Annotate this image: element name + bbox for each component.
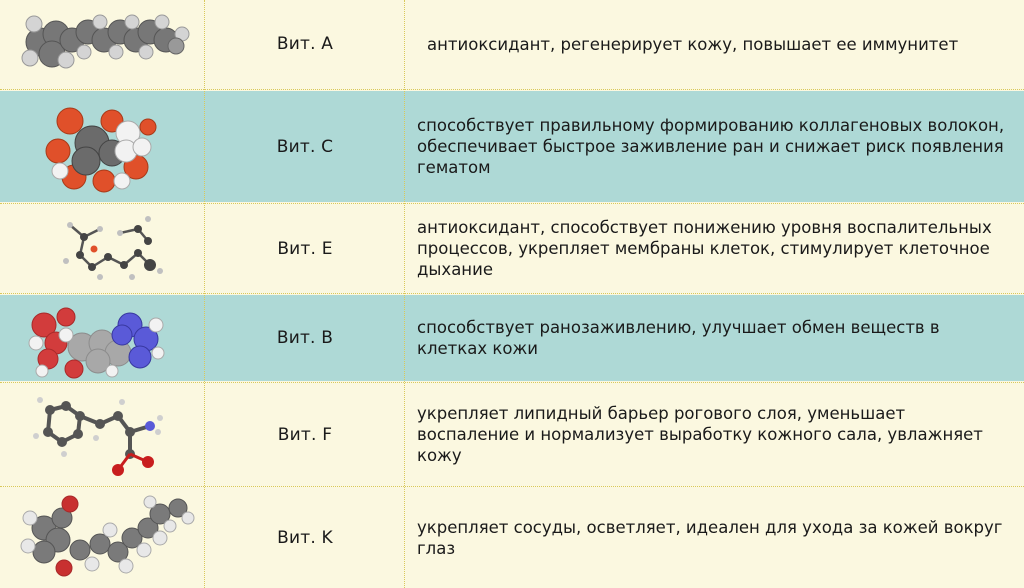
vitamin-name: Вит. E	[277, 238, 333, 259]
vitamin-k-molecule-icon	[0, 488, 205, 588]
vitamin-description: антиоксидант, регенерирует кожу, повышает ее иммунитет	[427, 34, 959, 54]
row-divider	[0, 486, 1024, 487]
molecule-cell	[0, 0, 205, 88]
vitamin-name: Вит. A	[276, 34, 334, 54]
row-divider	[0, 203, 1024, 204]
row-divider	[0, 293, 1024, 294]
molecule-cell	[0, 488, 205, 588]
vitamin-c-molecule-icon	[0, 91, 205, 202]
vitamin-description: антиоксидант, способствует понижению уровня воспалительных процессов, укрепляет мембраны клеток, стимулирует клеточное дыхание	[417, 218, 992, 279]
table-row	[0, 295, 1024, 381]
table-row	[0, 0, 1024, 88]
vitamin-name: Вит. C	[276, 136, 334, 157]
vitamin-name: Вит. F	[277, 424, 333, 445]
molecule-cell	[0, 205, 205, 292]
vitamin-f-molecule-icon	[0, 384, 205, 485]
vitamin-b-molecule-icon	[0, 295, 205, 381]
table-row	[0, 205, 1024, 292]
vitamin-name: Вит. B	[276, 328, 334, 348]
vitamin-name: Вит. K	[277, 528, 333, 548]
vitamin-e-molecule-icon	[0, 205, 205, 292]
molecule-cell	[0, 384, 205, 485]
row-divider	[0, 382, 1024, 383]
table-row	[0, 91, 1024, 202]
molecule-cell	[0, 295, 205, 381]
vitamin-a-molecule-icon	[0, 0, 205, 88]
vitamin-description: укрепляет липидный барьер рогового слоя, уменьшает воспаление и нормализует выработку кожного сала, увлажняет кожу	[417, 404, 983, 465]
row-divider	[0, 89, 1024, 90]
table-row	[0, 488, 1024, 588]
molecule-cell	[0, 91, 205, 202]
vitamin-description: укрепляет сосуды, осветляет, идеален для ухода за кожей вокруг глаз	[417, 518, 1003, 558]
vitamin-description: способствует ранозаживлению, улучшает обмен веществ в клетках кожи	[417, 318, 940, 358]
table-row	[0, 384, 1024, 485]
vitamin-description: способствует правильному формированию коллагеновых волокон, обеспечивает быстрое заживление ран и снижает риск появления гематом	[417, 116, 1005, 177]
